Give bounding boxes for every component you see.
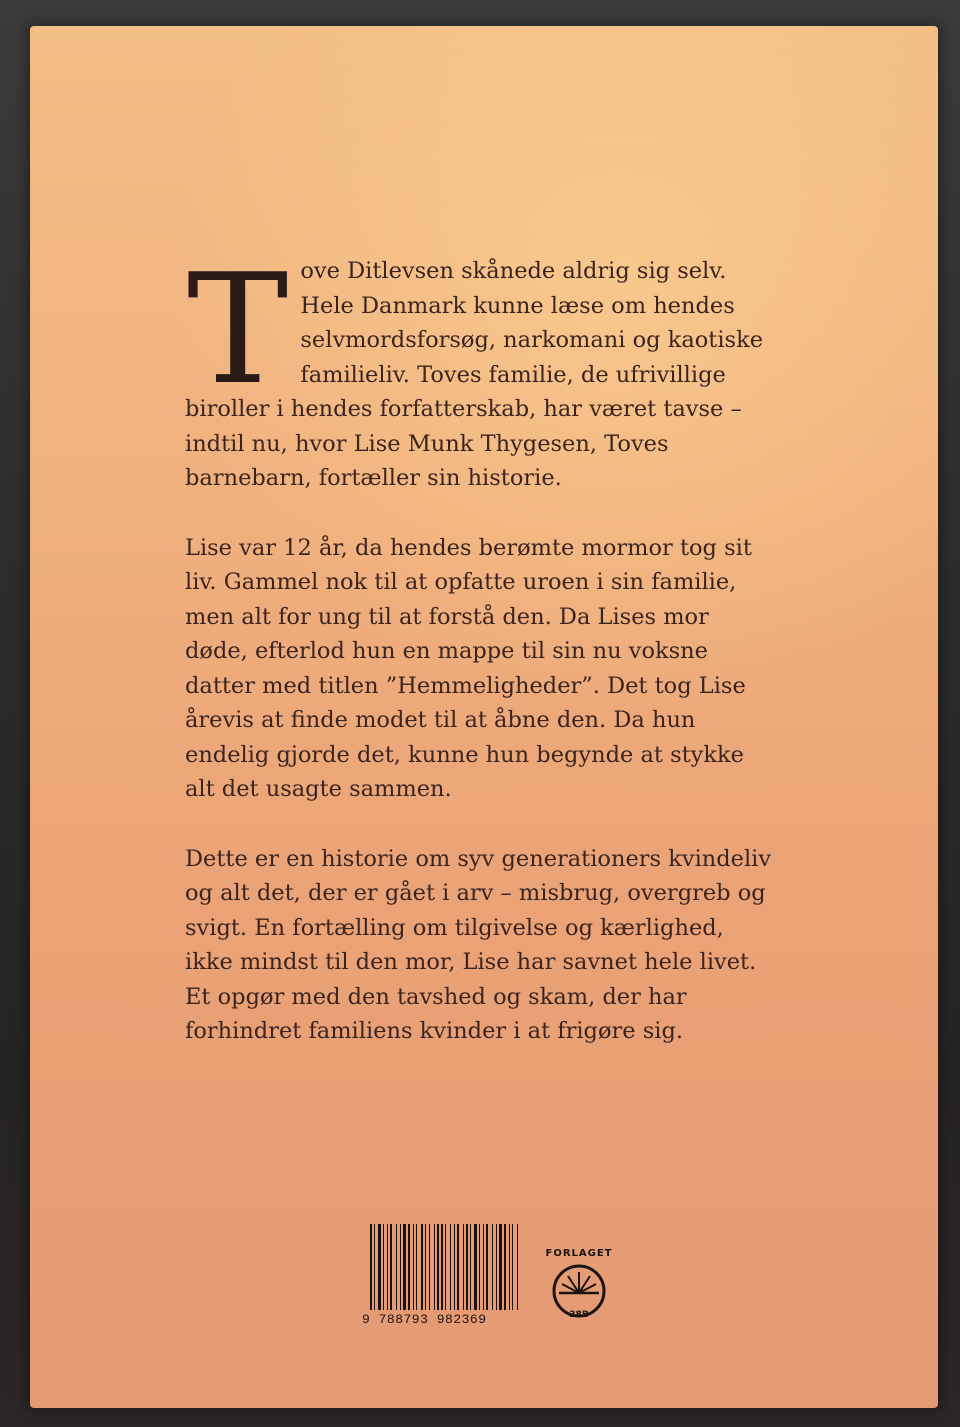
book-back-cover xyxy=(30,26,938,1408)
blurb-paragraph-1-text: ove Ditlevsen skånede aldrig sig selv. Hele Danmark kunne læse om hendes selvmordsforsøg, narkomani og kaotiske familieliv. Toves familie, de ufrivillige biroller i hendes forfatterskab, har været tavse – indtil nu, hvor Lise Munk Thygesen, Toves barnebarn, fortæller sin historie. xyxy=(185,258,764,491)
blurb-paragraph-1 xyxy=(185,241,775,496)
barcode xyxy=(362,1224,522,1327)
drop-cap: T xyxy=(187,241,289,418)
publisher-logo xyxy=(544,1248,614,1319)
blurb-paragraph-2: Lise var 12 år, da hendes berømte mormor tog sit liv. Gammel nok til at opfatte uroen i sin familie, men alt for ung til at forstå den. Da Lises mor døde, efterlod hun en mappe til sin nu voksne datter med titlen ”Hemmeligheder”. Det tog Lise årevis at finde modet til at åbne den. Da hun endelig gjorde det, kunne hun begynde at stykke alt det usagte sammen. xyxy=(185,534,752,802)
blurb-text xyxy=(185,241,775,1084)
isbn-number: 9 788793 982369 xyxy=(362,1312,487,1327)
publisher-label: FORLAGET xyxy=(545,1248,613,1259)
publisher-number: 28B xyxy=(569,1310,589,1320)
barcode-bars xyxy=(370,1224,518,1310)
blurb-paragraph-3: Dette er en historie om syv generationers kvindeliv og alt det, der er gået i arv – misbrug, overgreb og svigt. En fortælling om tilgivelse og kærlighed, ikke mindst til den mor, Lise har savnet hele livet. Et opgør med den tavshed og skam, der har forhindret familiens kvinder i at frigøre sig. xyxy=(185,845,772,1044)
